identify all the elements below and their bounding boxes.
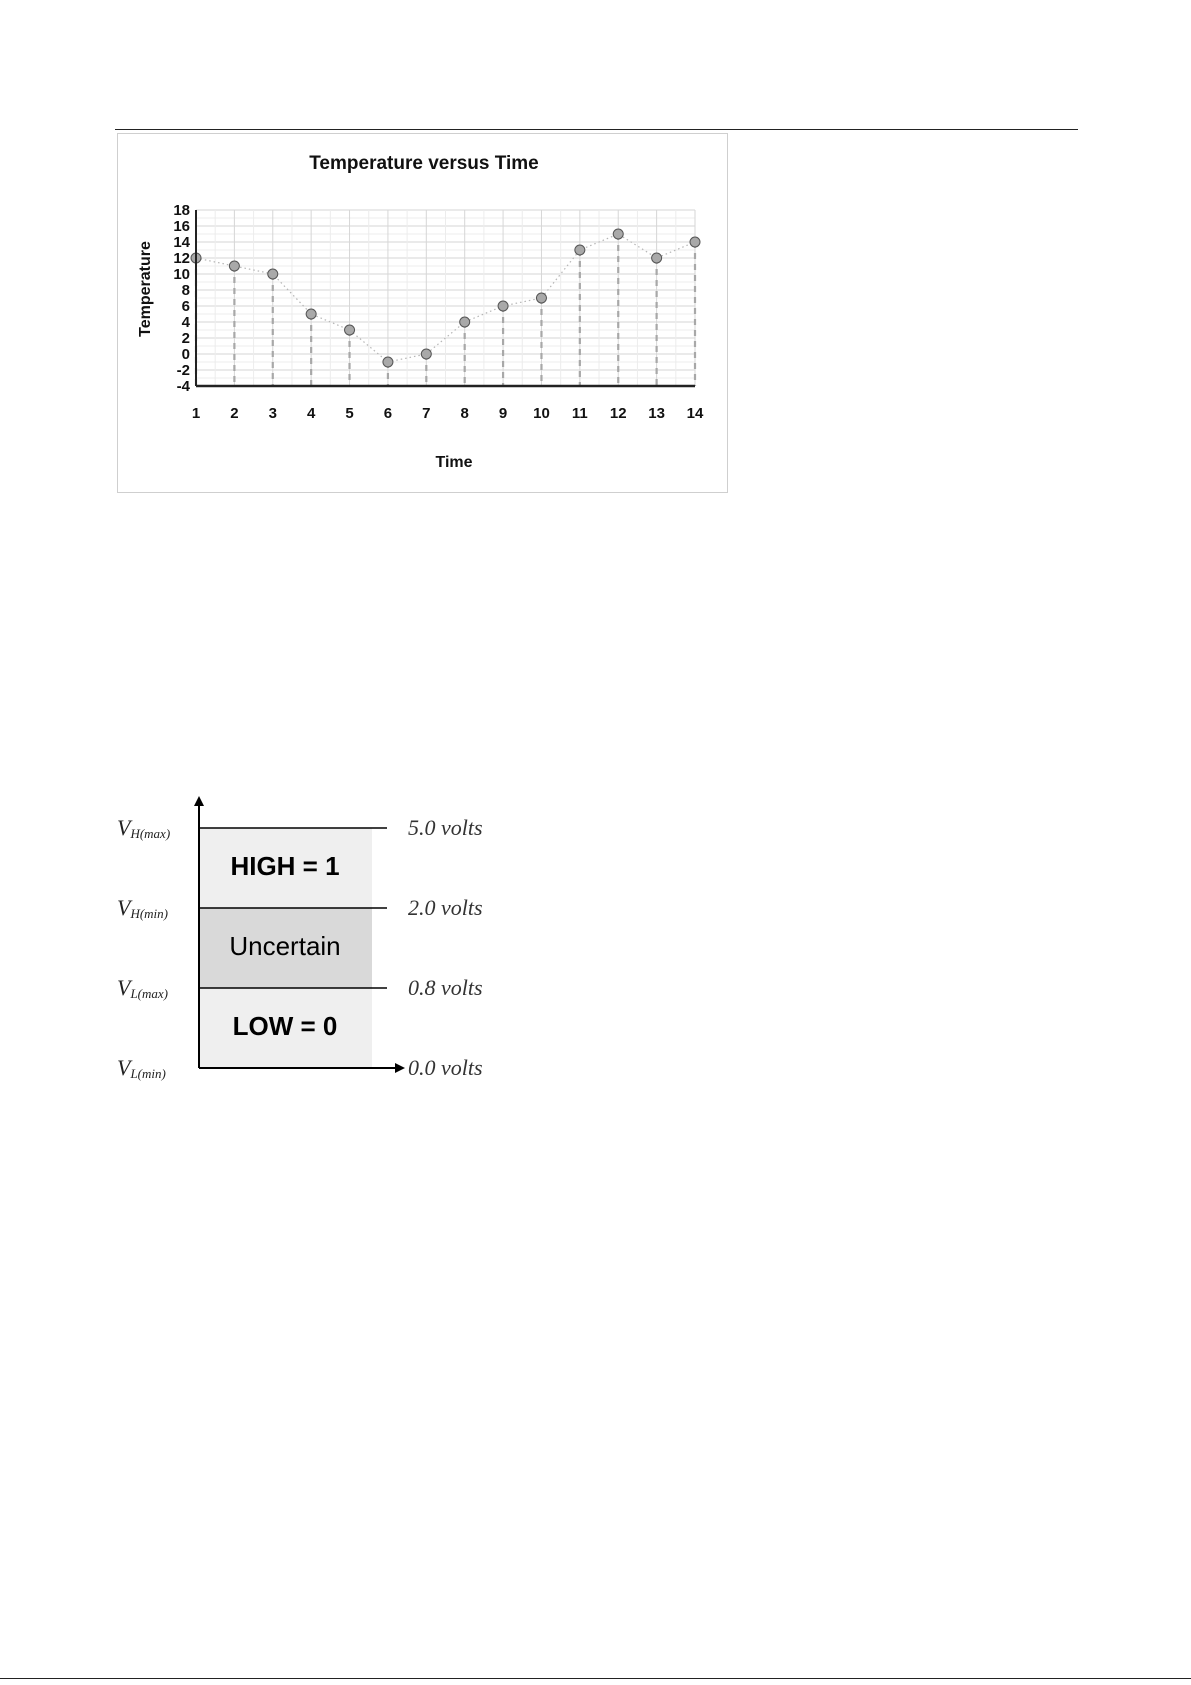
- y-tick-label: 14: [173, 234, 190, 251]
- region-high-label: HIGH = 1: [230, 850, 340, 881]
- x-tick-labels: [192, 405, 704, 422]
- x-axis-label: Time: [435, 454, 473, 471]
- header-rule: [115, 129, 1078, 130]
- y-tick-label: 18: [173, 202, 190, 219]
- y-tick-label: 12: [173, 250, 190, 267]
- data-point: [536, 293, 546, 303]
- x-tick-label: 4: [306, 405, 316, 422]
- y-axis-label: Temperature: [137, 241, 154, 337]
- x-tick-label: 6: [383, 405, 393, 422]
- y-tick-label: 10: [173, 266, 190, 283]
- region-low-label: LOW = 0: [232, 1010, 338, 1041]
- x-tick-label: 13: [648, 405, 665, 422]
- x-tick-label: 1: [191, 405, 201, 422]
- y-tick-label: 16: [173, 218, 190, 235]
- chart-title: Temperature versus Time: [309, 153, 539, 174]
- logic-level-canvas: [117, 790, 517, 1090]
- y-tick-label: -4: [176, 378, 190, 395]
- label-v-low-min: VL(min): [117, 1055, 166, 1081]
- chart-canvas: [118, 134, 729, 494]
- footer-rule: [0, 1678, 1191, 1679]
- voltage-label-0-8v: 0.8 volts: [408, 975, 483, 1000]
- label-v-low-max: VL(max): [117, 975, 168, 1001]
- x-tick-label: 14: [686, 405, 704, 422]
- data-point: [498, 301, 508, 311]
- data-point: [306, 309, 316, 319]
- y-tick-label: 0: [181, 346, 190, 363]
- data-point: [652, 253, 662, 263]
- data-point: [690, 237, 700, 247]
- x-tick-label: 3: [268, 405, 277, 422]
- x-tick-label: 8: [460, 405, 469, 422]
- y-tick-labels: [173, 202, 190, 395]
- data-point: [575, 245, 585, 255]
- voltage-label-0v: 0.0 volts: [408, 1055, 483, 1080]
- x-tick-label: 11: [571, 405, 588, 422]
- y-tick-label: 6: [181, 298, 190, 315]
- y-tick-label: 2: [181, 330, 190, 347]
- data-point: [613, 229, 623, 239]
- data-point: [229, 261, 239, 271]
- y-tick-label: 4: [181, 314, 190, 331]
- voltage-label-5v: 5.0 volts: [408, 815, 483, 840]
- temperature-chart: [117, 133, 728, 493]
- x-tick-label: 9: [498, 405, 508, 422]
- x-tick-label: 10: [533, 405, 550, 422]
- x-tick-label: 12: [609, 405, 627, 422]
- x-tick-label: 5: [345, 405, 354, 422]
- data-point: [383, 357, 393, 367]
- data-point: [345, 325, 355, 335]
- voltage-label-2v: 2.0 volts: [408, 895, 483, 920]
- x-tick-label: 2: [230, 405, 239, 422]
- region-uncertain-label: Uncertain: [229, 930, 341, 961]
- y-tick-label: -2: [176, 362, 190, 379]
- label-v-high-min: VH(min): [117, 895, 168, 921]
- x-tick-label: 7: [422, 405, 431, 422]
- data-point: [421, 349, 431, 359]
- label-v-high-max: VH(max): [117, 815, 171, 841]
- logic-level-diagram: [117, 790, 517, 1090]
- y-tick-label: 8: [181, 282, 190, 299]
- data-point: [268, 269, 278, 279]
- data-point: [460, 317, 470, 327]
